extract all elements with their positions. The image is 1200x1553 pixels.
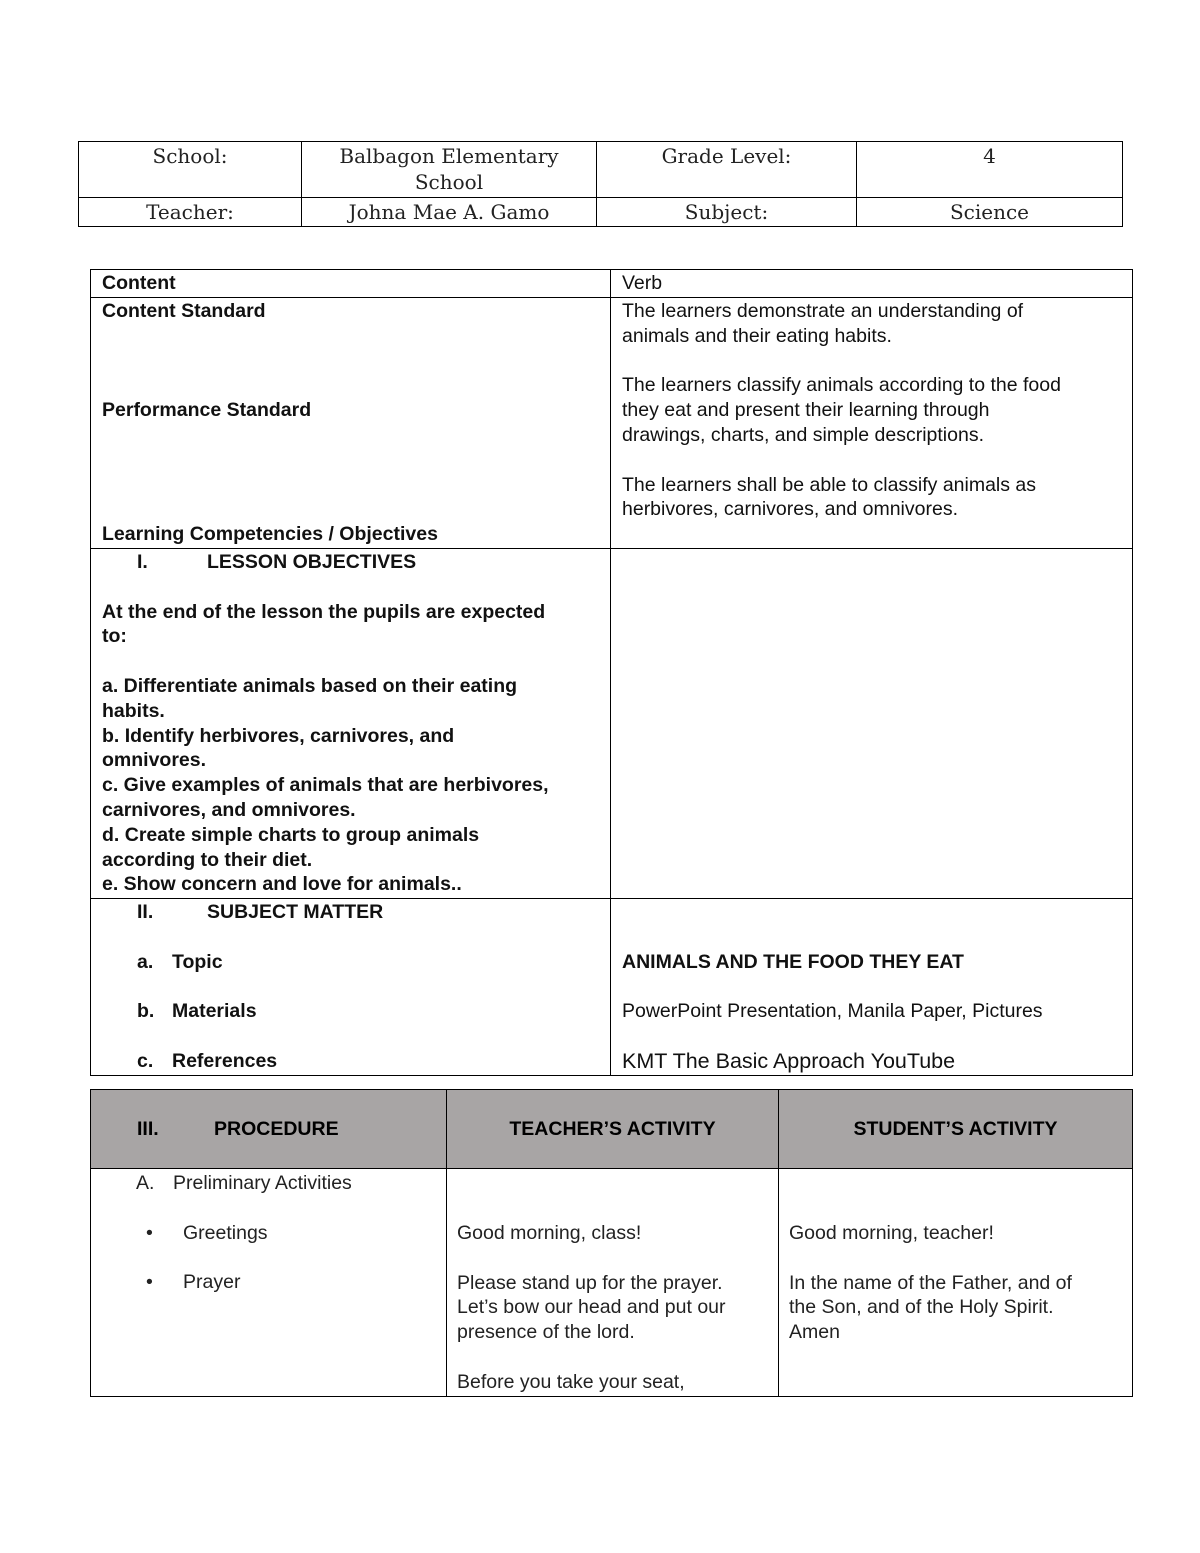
prayer-student-line2: the Son, and of the Holy Spirit. [789,1296,1054,1319]
subject-matter-row [91,899,1133,1076]
teacher-activity-header: TEACHER’S ACTIVITY [447,1090,779,1169]
greetings-label: Greetings [183,1221,268,1244]
competencies-label: Learning Competencies / Objectives [102,523,438,546]
school-value-line1: Balbagon Elementary [339,144,559,168]
competencies-line2: herbivores, carnivores, and omnivores. [622,498,958,521]
prayer-student-line1: In the name of the Father, and of [789,1271,1072,1294]
teacher-label: Teacher: [79,198,302,227]
subject-matter-labels [91,899,611,1076]
school-value-line2: School [414,170,484,194]
subject-value: Science [857,198,1123,227]
procedure-steps [91,1169,447,1397]
topic-label [102,950,599,975]
prayer-student-line3: Amen [789,1321,840,1344]
prayer-step [101,1270,436,1295]
greetings-teacher: Good morning, class! [457,1222,642,1244]
objective-b-line1: b. Identify herbivores, carnivores, and [102,724,455,747]
procedure-header [91,1090,447,1169]
student-activity-header: STUDENT’S ACTIVITY [779,1090,1133,1169]
preliminary-label: Preliminary Activities [173,1172,352,1194]
prayer-teacher-line1: Please stand up for the prayer. [457,1271,723,1294]
subject-matter-values [611,899,1133,1076]
school-label: School: [79,142,302,198]
topic-label-text: Topic [172,950,223,973]
prayer-teacher-line2: Let’s bow our head and put our [457,1296,726,1319]
preliminary-activities [101,1170,436,1196]
standards-row [91,298,1133,549]
materials-letter: b. [137,1000,155,1023]
greetings-student: Good morning, teacher! [789,1222,994,1244]
procedure-table [90,1089,1133,1397]
objectives-intro-line1: At the end of the lesson the pupils are expected [102,600,546,623]
objectives-numeral: I. [137,550,148,573]
objectives-empty-cell [611,548,1133,898]
teacher-activity-cell [447,1169,779,1397]
content-table [90,269,1133,1076]
performance-standard-label: Performance Standard [102,399,312,422]
objectives-cell [91,548,611,898]
objective-d-line2: according to their diet. [102,848,313,871]
prayer-label: Prayer [183,1271,241,1294]
topic-letter: a. [137,950,154,973]
subject-label: Subject: [597,198,857,227]
preliminary-letter: A. [136,1172,155,1194]
bullet-icon: • [146,1221,153,1244]
performance-line3: drawings, charts, and simple descriptions. [622,423,984,446]
topic-value: ANIMALS AND THE FOOD THEY EAT [622,950,964,973]
standards-labels [91,298,611,549]
header-table [78,141,1123,227]
competencies-line1: The learners shall be able to classify animals as [622,473,1037,496]
objective-d-line1: d. Create simple charts to group animals [102,823,480,846]
objective-a-line1: a. Differentiate animals based on their eating [102,674,518,697]
references-letter: c. [137,1049,154,1072]
school-value [302,142,597,198]
grade-level-value: 4 [857,142,1123,198]
greetings-step [101,1221,436,1246]
objective-c-line2: carnivores, and omnivores. [102,798,356,821]
content-standard-label: Content Standard [102,300,266,322]
procedure-numeral: III. [137,1117,159,1140]
preliminary-activities-row [91,1169,1133,1397]
teacher-value: Johna Mae A. Gamo [302,198,597,227]
subject-matter-title: SUBJECT MATTER [207,901,384,924]
content-standard-line1: The learners demonstrate an understanding of [622,300,1024,322]
objectives-heading [102,550,599,575]
objective-e-line1: e. Show concern and love for animals.. [102,873,462,896]
references-label-text: References [172,1049,278,1072]
performance-line1: The learners classify animals according to the food [622,374,1061,397]
standards-values [611,298,1133,549]
references-value: KMT The Basic Approach YouTube [622,1048,956,1073]
performance-line2: they eat and present their learning through [622,399,990,422]
student-activity-cell [779,1169,1133,1397]
materials-label-text: Materials [172,1000,257,1023]
materials-value: PowerPoint Presentation, Manila Paper, Pictures [622,1000,1043,1023]
procedure-title: PROCEDURE [214,1117,339,1140]
subject-matter-numeral: II. [137,901,154,924]
objectives-intro-line2: to: [102,625,127,648]
objectives-row [91,548,1133,898]
prayer-teacher-line4: Before you take your seat, [457,1370,685,1393]
objective-c-line1: c. Give examples of animals that are herbivores, [102,774,549,797]
content-label: Content [91,270,611,298]
objectives-title: LESSON OBJECTIVES [207,550,417,573]
grade-level-label: Grade Level: [597,142,857,198]
references-label [102,1049,599,1074]
bullet-icon: • [146,1271,153,1294]
procedure-header-row [91,1090,1133,1169]
materials-label [102,999,599,1024]
subject-matter-heading [102,900,599,925]
objective-b-line2: omnivores. [102,749,207,772]
content-standard-line2: animals and their eating habits. [622,324,892,347]
prayer-teacher-line3: presence of the lord. [457,1321,635,1344]
verb-label: Verb [611,270,1133,298]
objective-a-line2: habits. [102,699,165,722]
